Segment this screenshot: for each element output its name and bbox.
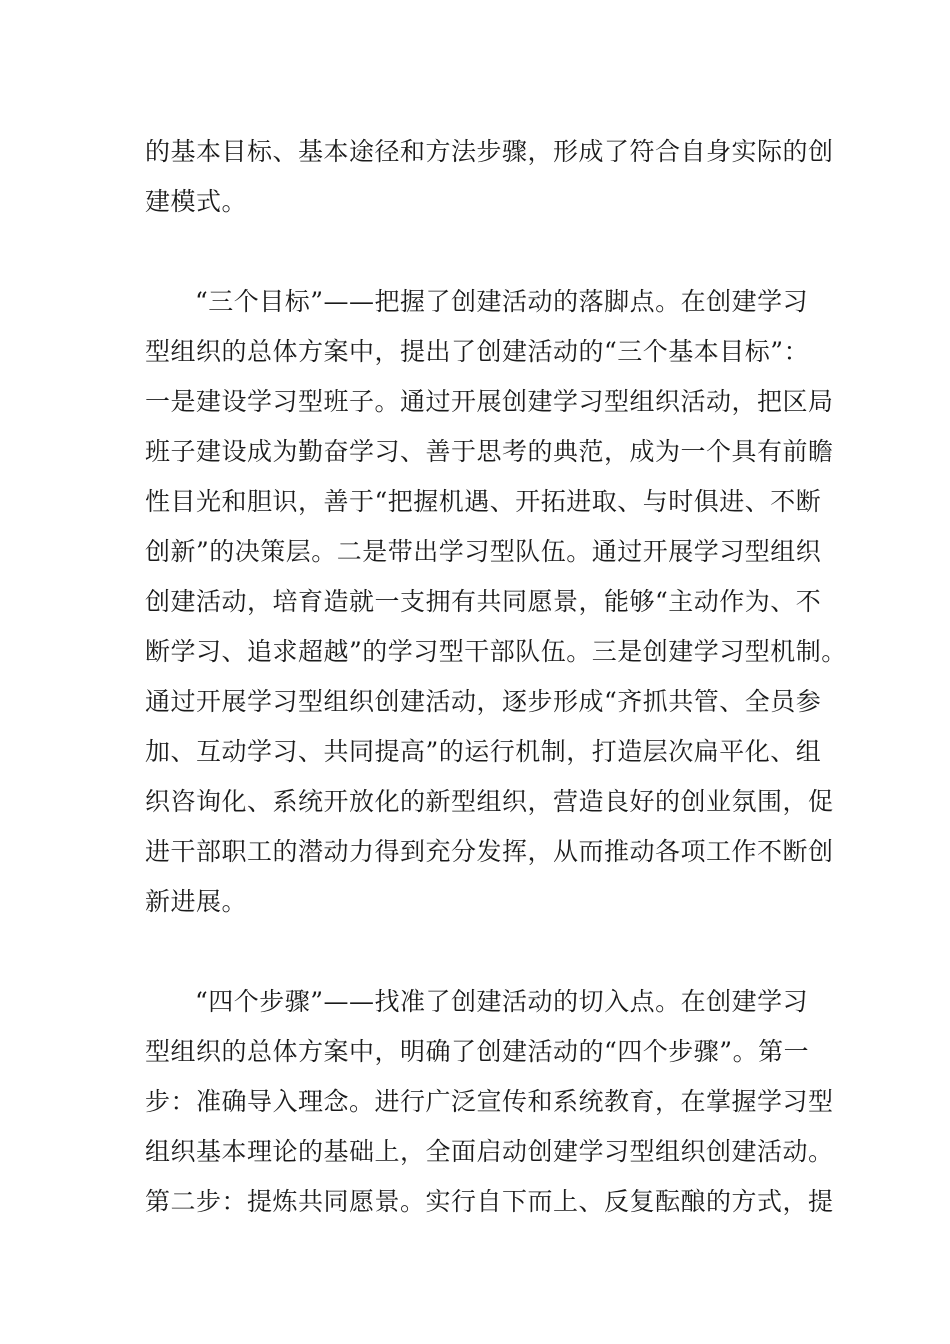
text-line: 型组织的总体方案中，提出了创建活动的“三个基本目标”： bbox=[145, 337, 810, 366]
text-line: 创新”的决策层。二是带出学习型队伍。通过开展学习型组织 bbox=[145, 537, 822, 566]
text-line: 织咨询化、系统开放化的新型组织，营造良好的创业氛围，促 bbox=[145, 787, 834, 816]
text-line: 型组织的总体方案中，明确了创建活动的“四个步骤”。第一 bbox=[145, 1037, 810, 1066]
text-line: 的基本目标、基本途径和方法步骤，形成了符合自身实际的创 bbox=[145, 137, 834, 166]
paragraph-first-line: “三个目标”——把握了创建活动的落脚点。在创建学习 bbox=[195, 287, 809, 316]
text-line: 一是建设学习型班子。通过开展创建学习型组织活动，把区局 bbox=[145, 387, 834, 416]
text-line: 断学习、追求超越”的学习型干部队伍。三是创建学习型机制。 bbox=[145, 637, 847, 666]
text-line: 建模式。 bbox=[145, 187, 248, 216]
text-line: 通过开展学习型组织创建活动，逐步形成“齐抓共管、全员参 bbox=[145, 687, 822, 716]
paragraph-first-line: “四个步骤”——找准了创建活动的切入点。在创建学习 bbox=[195, 987, 809, 1016]
text-line: 第二步：提炼共同愿景。实行自下而上、反复酝酿的方式，提 bbox=[145, 1187, 834, 1216]
text-line: 加、互动学习、共同提高”的运行机制，打造层次扁平化、组 bbox=[145, 737, 822, 766]
text-line: 进干部职工的潜动力得到充分发挥，从而推动各项工作不断创 bbox=[145, 837, 834, 866]
text-line: 班子建设成为勤奋学习、善于思考的典范，成为一个具有前瞻 bbox=[145, 437, 834, 466]
text-line: 步：准确导入理念。进行广泛宣传和系统教育，在掌握学习型 bbox=[145, 1087, 834, 1116]
text-line: 创建活动，培育造就一支拥有共同愿景，能够“主动作为、不 bbox=[145, 587, 822, 616]
text-line: 性目光和胆识，善于“把握机遇、开拓进取、与时俱进、不断 bbox=[145, 487, 822, 516]
text-line: 组织基本理论的基础上，全面启动创建学习型组织创建活动。 bbox=[145, 1137, 834, 1166]
text-line: 新进展。 bbox=[145, 887, 248, 916]
